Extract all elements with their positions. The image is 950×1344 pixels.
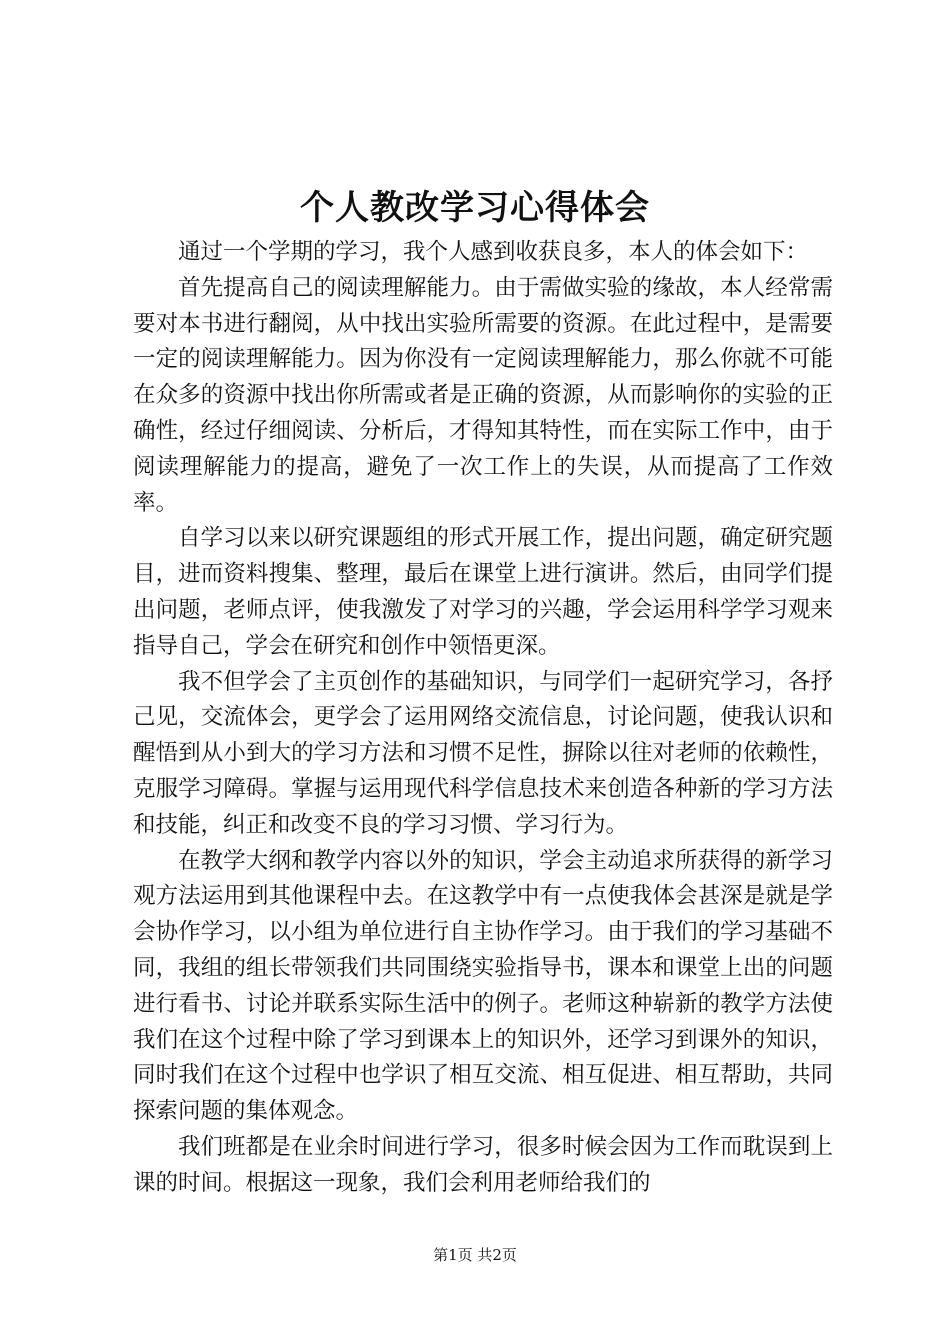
paragraph-intro: 通过一个学期的学习，我个人感到收获良多，本人的体会如下：: [178, 239, 809, 265]
paragraph-research-group: 自学习以来以研究课题组的形式开展工作，提出问题，确定研究题目，进而资料搜集、整理，最后在课堂上进行演讲。然后，由同学们提出问题，老师点评，使我激发了对学习的兴趣，学会运用科学学习观来指导自己，学会在研究和创作中领悟更深。: [133, 525, 833, 659]
paragraph-homepage-creation: 我不但学会了主页创作的基础知识，与同学们一起研究学习，各抒己见，交流体会，更学会了运用网络交流信息，讨论问题，使我认识和醒悟到从小到大的学习方法和习惯不足性，摒除以往对老师的依赖性，克服学习障碍。掌握与运用现代科学信息技术来创造各种新的学习方法和技能，纠正和改变不良的学习习惯、学习行为。: [133, 668, 833, 838]
page-number-footer: 第1页 共2页: [433, 1246, 517, 1264]
paragraph-collaborative-learning: 在教学大纲和教学内容以外的知识，学会主动追求所获得的新学习观方法运用到其他课程中去。在这教学中有一点使我体会甚深是就是学会协作学习，以小组为单位进行自主协作学习。由于我们的学习基础不同，我组的组长带领我们共同围绕实验指导书，课本和课堂上出的问题进行看书、讨论并联系实际生活中的例子。老师这种崭新的教学方法使我们在这个过程中除了学习到课本上的知识外，还学习到课外的知识，同时我们在这个过程中也学识了相互交流、相互促进、相互帮助，共同探索问题的集体观念。: [133, 847, 833, 1125]
paragraph-spare-time: 我们班都是在业余时间进行学习，很多时候会因为工作而耽误到上课的时间。根据这一现象，我们会利用老师给我们的: [133, 1133, 833, 1196]
document-body: [133, 235, 833, 1202]
document-title: 个人教改学习心得体会: [300, 188, 650, 228]
paragraph-reading-comprehension: 首先提高自己的阅读理解能力。由于需做实验的缘故，本人经常需要对本书进行翻阅，从中找出实验所需要的资源。在此过程中，是需要一定的阅读理解能力。因为你没有一定阅读理解能力，那么你就不可能在众多的资源中找出你所需或者是正确的资源，从而影响你的实验的正确性，经过仔细阅读、分析后，才得知其特性，而在实际工作中，由于阅读理解能力的提高，避免了一次工作上的失误，从而提高了工作效率。: [133, 274, 833, 516]
